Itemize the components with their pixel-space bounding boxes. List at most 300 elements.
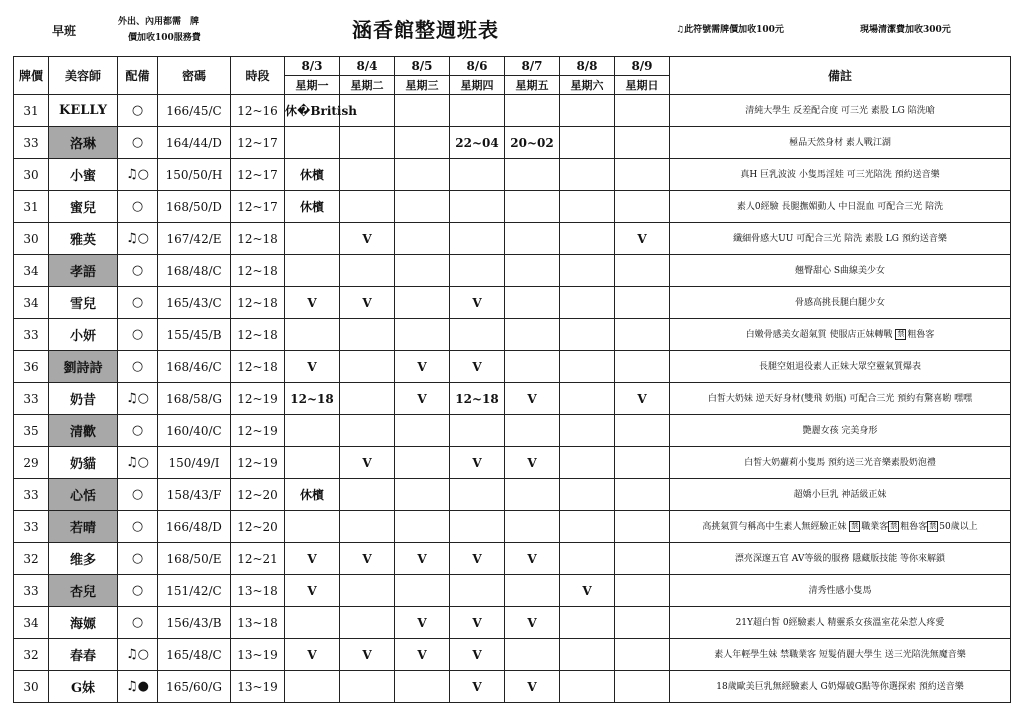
table-row (14, 287, 1011, 319)
table-row (14, 383, 1011, 415)
remark-text: 白皙大奶妹 逆天好身材(雙飛 奶瓶) 可配合三光 預約有驚喜喲 嘿嘿 (707, 393, 973, 404)
remarks-cell (670, 671, 1011, 703)
price-cell: 33 (14, 127, 49, 159)
day-cell: V (450, 607, 505, 639)
day-cell (395, 255, 450, 287)
remark-text: 骨感高挑長腿白腿少女 (794, 297, 885, 308)
day-cell (340, 351, 395, 383)
day-cell (615, 351, 670, 383)
day-cell (450, 319, 505, 351)
price-cell: 33 (14, 511, 49, 543)
day-cell (340, 671, 395, 703)
day-cell (560, 639, 615, 671)
table-row (14, 95, 1011, 127)
beautician-name: 奶貓 (49, 447, 118, 479)
day-cell (560, 479, 615, 511)
day-cell (505, 319, 560, 351)
price-cell: 29 (14, 447, 49, 479)
day-cell (395, 95, 450, 127)
day-cell (340, 607, 395, 639)
day-cell (285, 511, 340, 543)
time-slot: 13~18 (231, 575, 285, 607)
day-cell (615, 415, 670, 447)
day-cell (615, 671, 670, 703)
beautician-name: 蜜兒 (49, 191, 118, 223)
code-cell: 168/50/E (158, 543, 231, 575)
day-cell (395, 287, 450, 319)
date-header: 8/5 (395, 57, 450, 76)
day-cell (340, 415, 395, 447)
day-cell (615, 319, 670, 351)
table-row (14, 351, 1011, 383)
equipment-symbols: ○ (118, 575, 158, 607)
remarks-cell (670, 351, 1011, 383)
day-cell: V (340, 543, 395, 575)
weekday-header: 星期六 (560, 76, 615, 95)
day-cell: V (340, 223, 395, 255)
table-row (14, 639, 1011, 671)
day-cell (560, 415, 615, 447)
remarks-cell (670, 639, 1011, 671)
remarks-cell (670, 511, 1011, 543)
day-cell: V (340, 287, 395, 319)
day-cell (505, 479, 560, 511)
day-cell: V (615, 223, 670, 255)
time-slot: 12~17 (231, 191, 285, 223)
table-row (14, 255, 1011, 287)
day-cell (285, 319, 340, 351)
remarks-cell (670, 287, 1011, 319)
equipment-symbols: ○ (118, 479, 158, 511)
code-cell: 168/58/G (158, 383, 231, 415)
remark-text: 超嬌小巨乳 神話級正妹 (793, 489, 887, 500)
time-slot: 12~19 (231, 415, 285, 447)
table-row (14, 447, 1011, 479)
day-cell: V (450, 447, 505, 479)
day-cell (450, 191, 505, 223)
day-cell (340, 255, 395, 287)
day-cell (395, 223, 450, 255)
day-cell: V (395, 351, 450, 383)
remarks-cell (670, 383, 1011, 415)
remarks-cell (670, 319, 1011, 351)
table-row (14, 415, 1011, 447)
day-cell (505, 191, 560, 223)
remark-text: 極品天然身材 素人戰江湖 (789, 137, 891, 148)
weekday-header: 星期二 (340, 76, 395, 95)
remark-text: 素人0經驗 長腿撫媚動人 中日混血 可配合三光 陪洗 (736, 201, 944, 212)
day-cell (450, 223, 505, 255)
day-cell (395, 511, 450, 543)
weekday-header: 星期日 (615, 76, 670, 95)
day-cell (285, 415, 340, 447)
time-slot: 12~16 (231, 95, 285, 127)
beautician-name: 若晴 (49, 511, 118, 543)
code-cell: 155/45/B (158, 319, 231, 351)
date-header: 8/7 (505, 57, 560, 76)
equipment-symbols: ○ (118, 287, 158, 319)
weekday-header: 星期五 (505, 76, 560, 95)
day-cell: V (450, 287, 505, 319)
price-header: 牌價 (14, 57, 49, 95)
code-cell: 168/46/C (158, 351, 231, 383)
day-cell (340, 127, 395, 159)
day-cell (285, 447, 340, 479)
code-cell: 166/45/C (158, 95, 231, 127)
day-cell: V (285, 287, 340, 319)
beautician-name: 维多 (49, 543, 118, 575)
day-cell (615, 447, 670, 479)
remark-text: 粗魯客 (907, 329, 935, 340)
day-cell: 12~18 (450, 383, 505, 415)
remark-text: 白嫩骨感美女超氣質 使服店正妹轉戰 (745, 329, 896, 340)
beautician-name: G妹 (49, 671, 118, 703)
day-cell (395, 159, 450, 191)
remark-text: 艷麗女孩 完美身形 (802, 425, 878, 436)
day-cell (450, 575, 505, 607)
time-slot: 12~20 (231, 479, 285, 511)
day-cell (560, 159, 615, 191)
day-cell (560, 511, 615, 543)
sheet-header (0, 0, 1024, 52)
day-cell (615, 95, 670, 127)
day-cell (560, 95, 615, 127)
day-cell: V (450, 639, 505, 671)
time-slot: 12~19 (231, 383, 285, 415)
code-cell: 150/50/H (158, 159, 231, 191)
day-cell (450, 479, 505, 511)
equipment-symbols: ○ (118, 127, 158, 159)
beautician-name: KELLY (49, 95, 118, 127)
remark-text: 50歲以上 (939, 521, 978, 532)
cleaning-fee-note: 現場清潔費加收300元 (860, 25, 951, 35)
remarks-cell (670, 95, 1011, 127)
day-cell (560, 543, 615, 575)
remarks-header: 備註 (670, 57, 1011, 95)
day-cell (340, 383, 395, 415)
day-cell (395, 191, 450, 223)
equipment-symbols: ♫○ (118, 447, 158, 479)
equipment-symbols: ♫○ (118, 639, 158, 671)
day-cell: V (340, 447, 395, 479)
date-header: 8/8 (560, 57, 615, 76)
beautician-name: 劉詩詩 (49, 351, 118, 383)
weekday-header: 星期三 (395, 76, 450, 95)
day-cell (615, 639, 670, 671)
day-cell (560, 671, 615, 703)
day-cell (615, 607, 670, 639)
equipment-symbols: ○ (118, 255, 158, 287)
day-cell (560, 607, 615, 639)
day-cell (395, 671, 450, 703)
code-header: 密碼 (158, 57, 231, 95)
day-cell (560, 127, 615, 159)
day-cell (505, 159, 560, 191)
remarks-cell (670, 223, 1011, 255)
day-cell (450, 511, 505, 543)
time-header: 時段 (231, 57, 285, 95)
price-cell: 31 (14, 191, 49, 223)
day-cell (560, 383, 615, 415)
day-cell: 20~02 (505, 127, 560, 159)
day-cell (395, 447, 450, 479)
ban-badge: 禁 (851, 521, 859, 530)
code-cell: 165/43/C (158, 287, 231, 319)
code-cell: 164/44/D (158, 127, 231, 159)
remarks-cell (670, 159, 1011, 191)
day-cell: V (505, 607, 560, 639)
day-cell (615, 287, 670, 319)
price-cell: 32 (14, 543, 49, 575)
time-slot: 13~18 (231, 607, 285, 639)
table-row (14, 479, 1011, 511)
beautician-name: 洛琳 (49, 127, 118, 159)
equipment-symbols: ○ (118, 191, 158, 223)
day-cell (505, 575, 560, 607)
day-cell: V (505, 543, 560, 575)
day-cell: V (285, 543, 340, 575)
equipment-symbols: ♫○ (118, 383, 158, 415)
table-row (14, 159, 1011, 191)
code-cell: 168/48/C (158, 255, 231, 287)
day-cell (615, 255, 670, 287)
remarks-cell (670, 543, 1011, 575)
ban-badge: 禁 (929, 521, 937, 530)
day-cell (395, 479, 450, 511)
ban-badge: 禁 (897, 329, 905, 338)
beautician-name: 杏兒 (49, 575, 118, 607)
remark-text: 21Y超白皙 0經驗素人 精靈系女孩溫室花朵惹人疼愛 (735, 617, 945, 628)
table-row (14, 511, 1011, 543)
day-cell (560, 287, 615, 319)
price-cell: 32 (14, 639, 49, 671)
day-cell: V (340, 639, 395, 671)
day-cell (340, 479, 395, 511)
beautician-name: 春春 (49, 639, 118, 671)
day-cell (340, 319, 395, 351)
day-cell (450, 255, 505, 287)
day-cell (505, 255, 560, 287)
price-cell: 36 (14, 351, 49, 383)
remark-text: 素人年輕學生妹 禁職業客 短髮俏麗大學生 送三光陪洗無魔音樂 (714, 649, 966, 660)
beautician-name: 清歡 (49, 415, 118, 447)
day-cell (615, 543, 670, 575)
code-cell: 158/43/F (158, 479, 231, 511)
code-cell: 168/50/D (158, 191, 231, 223)
day-cell: 12~18 (285, 383, 340, 415)
time-slot: 12~18 (231, 223, 285, 255)
day-cell (615, 191, 670, 223)
table-row (14, 671, 1011, 703)
remark-text: 高挑氣質勻稱高中生素人無經驗正妹 (702, 521, 850, 532)
table-row (14, 191, 1011, 223)
beautician-name: 雅英 (49, 223, 118, 255)
remark-text: 纖細骨感大UU 可配合三光 陪洗 素股 LG 預約送音樂 (733, 233, 947, 244)
day-cell (505, 95, 560, 127)
table-row (14, 127, 1011, 159)
day-cell (340, 191, 395, 223)
code-cell: 160/40/C (158, 415, 231, 447)
day-cell (560, 223, 615, 255)
code-cell: 150/49/I (158, 447, 231, 479)
day-cell (615, 511, 670, 543)
remark-text: 真H 巨乳波波 小隻馬淫娃 可三光陪洗 預約送音樂 (740, 169, 940, 180)
day-cell (505, 415, 560, 447)
code-cell: 166/48/D (158, 511, 231, 543)
day-cell: V (450, 543, 505, 575)
remarks-cell (670, 127, 1011, 159)
price-cell: 30 (14, 159, 49, 191)
day-cell (450, 159, 505, 191)
day-cell (395, 319, 450, 351)
day-cell: 休檳 (285, 159, 340, 191)
equipment-symbols: ○ (118, 415, 158, 447)
day-cell: 休檳 (285, 191, 340, 223)
equipment-symbols: ○ (118, 95, 158, 127)
weekday-header: 星期四 (450, 76, 505, 95)
day-cell: V (560, 575, 615, 607)
code-cell: 165/60/G (158, 671, 231, 703)
day-cell (340, 159, 395, 191)
remarks-cell (670, 447, 1011, 479)
remarks-cell (670, 255, 1011, 287)
beautician-name: 海嫄 (49, 607, 118, 639)
price-cell: 33 (14, 319, 49, 351)
day-cell (505, 223, 560, 255)
day-cell (560, 319, 615, 351)
weekday-header: 星期一 (285, 76, 340, 95)
price-cell: 30 (14, 223, 49, 255)
price-cell: 33 (14, 383, 49, 415)
remarks-cell (670, 607, 1011, 639)
day-cell (450, 95, 505, 127)
remarks-cell (670, 415, 1011, 447)
equipment-symbols: ○ (118, 319, 158, 351)
day-cell (615, 159, 670, 191)
day-cell: V (450, 351, 505, 383)
beautician-name: 小蜜 (49, 159, 118, 191)
remark-text: 漂亮深邃五官 AV等級的服務 隱藏版技能 等你來解鎖 (734, 553, 946, 564)
remarks-cell (670, 479, 1011, 511)
day-cell: V (505, 671, 560, 703)
equipment-symbols: ○ (118, 607, 158, 639)
day-cell: V (395, 607, 450, 639)
beautician-name: 心恬 (49, 479, 118, 511)
date-header: 8/3 (285, 57, 340, 76)
day-cell: 22~04 (450, 127, 505, 159)
date-header: 8/9 (615, 57, 670, 76)
price-cell: 33 (14, 479, 49, 511)
table-row (14, 319, 1011, 351)
price-cell: 30 (14, 671, 49, 703)
time-slot: 12~18 (231, 319, 285, 351)
day-cell (395, 575, 450, 607)
table-row (14, 607, 1011, 639)
day-cell: 休檳 (285, 479, 340, 511)
remark-text: 清秀性感小隻馬 (808, 585, 872, 596)
remark-text: 粗魯客 (900, 521, 928, 532)
day-cell (285, 671, 340, 703)
day-cell (340, 511, 395, 543)
time-slot: 12~17 (231, 159, 285, 191)
day-cell (340, 575, 395, 607)
day-cell (285, 255, 340, 287)
day-cell (395, 415, 450, 447)
table-row (14, 223, 1011, 255)
equipment-symbols: ○ (118, 543, 158, 575)
equipment-header: 配備 (118, 57, 158, 95)
code-cell: 165/48/C (158, 639, 231, 671)
day-cell (560, 447, 615, 479)
day-cell: 休�British (285, 95, 340, 127)
day-cell (505, 639, 560, 671)
day-cell: V (615, 383, 670, 415)
equipment-symbols: ○ (118, 351, 158, 383)
table-row (14, 575, 1011, 607)
day-cell (560, 351, 615, 383)
code-cell: 167/42/E (158, 223, 231, 255)
day-cell (505, 351, 560, 383)
time-slot: 13~19 (231, 671, 285, 703)
day-cell (450, 415, 505, 447)
equipment-symbols: ♫● (118, 671, 158, 703)
day-cell (560, 255, 615, 287)
equipment-symbols: ♫○ (118, 159, 158, 191)
time-slot: 13~19 (231, 639, 285, 671)
day-cell: V (395, 543, 450, 575)
day-cell (505, 287, 560, 319)
symbol-surcharge-note: ♫此符號需牌價加收100元 (676, 25, 784, 35)
remarks-cell (670, 191, 1011, 223)
remark-text: 職業客 (861, 521, 889, 532)
remark-text: 清純大學生 反差配合度 可三光 素股 LG 陪洗嗆 (745, 105, 935, 116)
time-slot: 12~17 (231, 127, 285, 159)
time-slot: 12~19 (231, 447, 285, 479)
beautician-name: 奶昔 (49, 383, 118, 415)
beautician-header: 美容師 (49, 57, 118, 95)
day-cell: V (285, 575, 340, 607)
page-title: 涵香館整週班表 (352, 18, 499, 42)
weekly-schedule-table (13, 56, 1011, 703)
code-cell: 151/42/C (158, 575, 231, 607)
price-cell: 31 (14, 95, 49, 127)
time-slot: 12~18 (231, 287, 285, 319)
table-row (14, 543, 1011, 575)
day-cell: V (285, 351, 340, 383)
day-cell (615, 127, 670, 159)
price-cell: 33 (14, 575, 49, 607)
remarks-cell (670, 575, 1011, 607)
remark-text: 白皙大奶蘿莉小隻馬 預約送三光音樂素股奶泡禮 (744, 457, 936, 468)
price-cell: 35 (14, 415, 49, 447)
equipment-symbols: ○ (118, 511, 158, 543)
time-slot: 12~18 (231, 351, 285, 383)
day-cell: V (285, 639, 340, 671)
date-header: 8/4 (340, 57, 395, 76)
time-slot: 12~20 (231, 511, 285, 543)
equipment-symbols: ♫○ (118, 223, 158, 255)
price-cell: 34 (14, 255, 49, 287)
shift-label: 早班 (52, 24, 77, 38)
beautician-name: 雪兒 (49, 287, 118, 319)
remark-text: 18歲歐美巨乳無經驗素人 G奶爆破G點等你選探索 預約送音樂 (716, 681, 964, 692)
ban-badge: 禁 (890, 521, 898, 530)
code-cell: 156/43/B (158, 607, 231, 639)
day-cell (285, 223, 340, 255)
time-slot: 12~18 (231, 255, 285, 287)
remark-text: 長腿空姐退役素人正妹大眾空靈氣質爆表 (758, 361, 921, 372)
date-header: 8/6 (450, 57, 505, 76)
